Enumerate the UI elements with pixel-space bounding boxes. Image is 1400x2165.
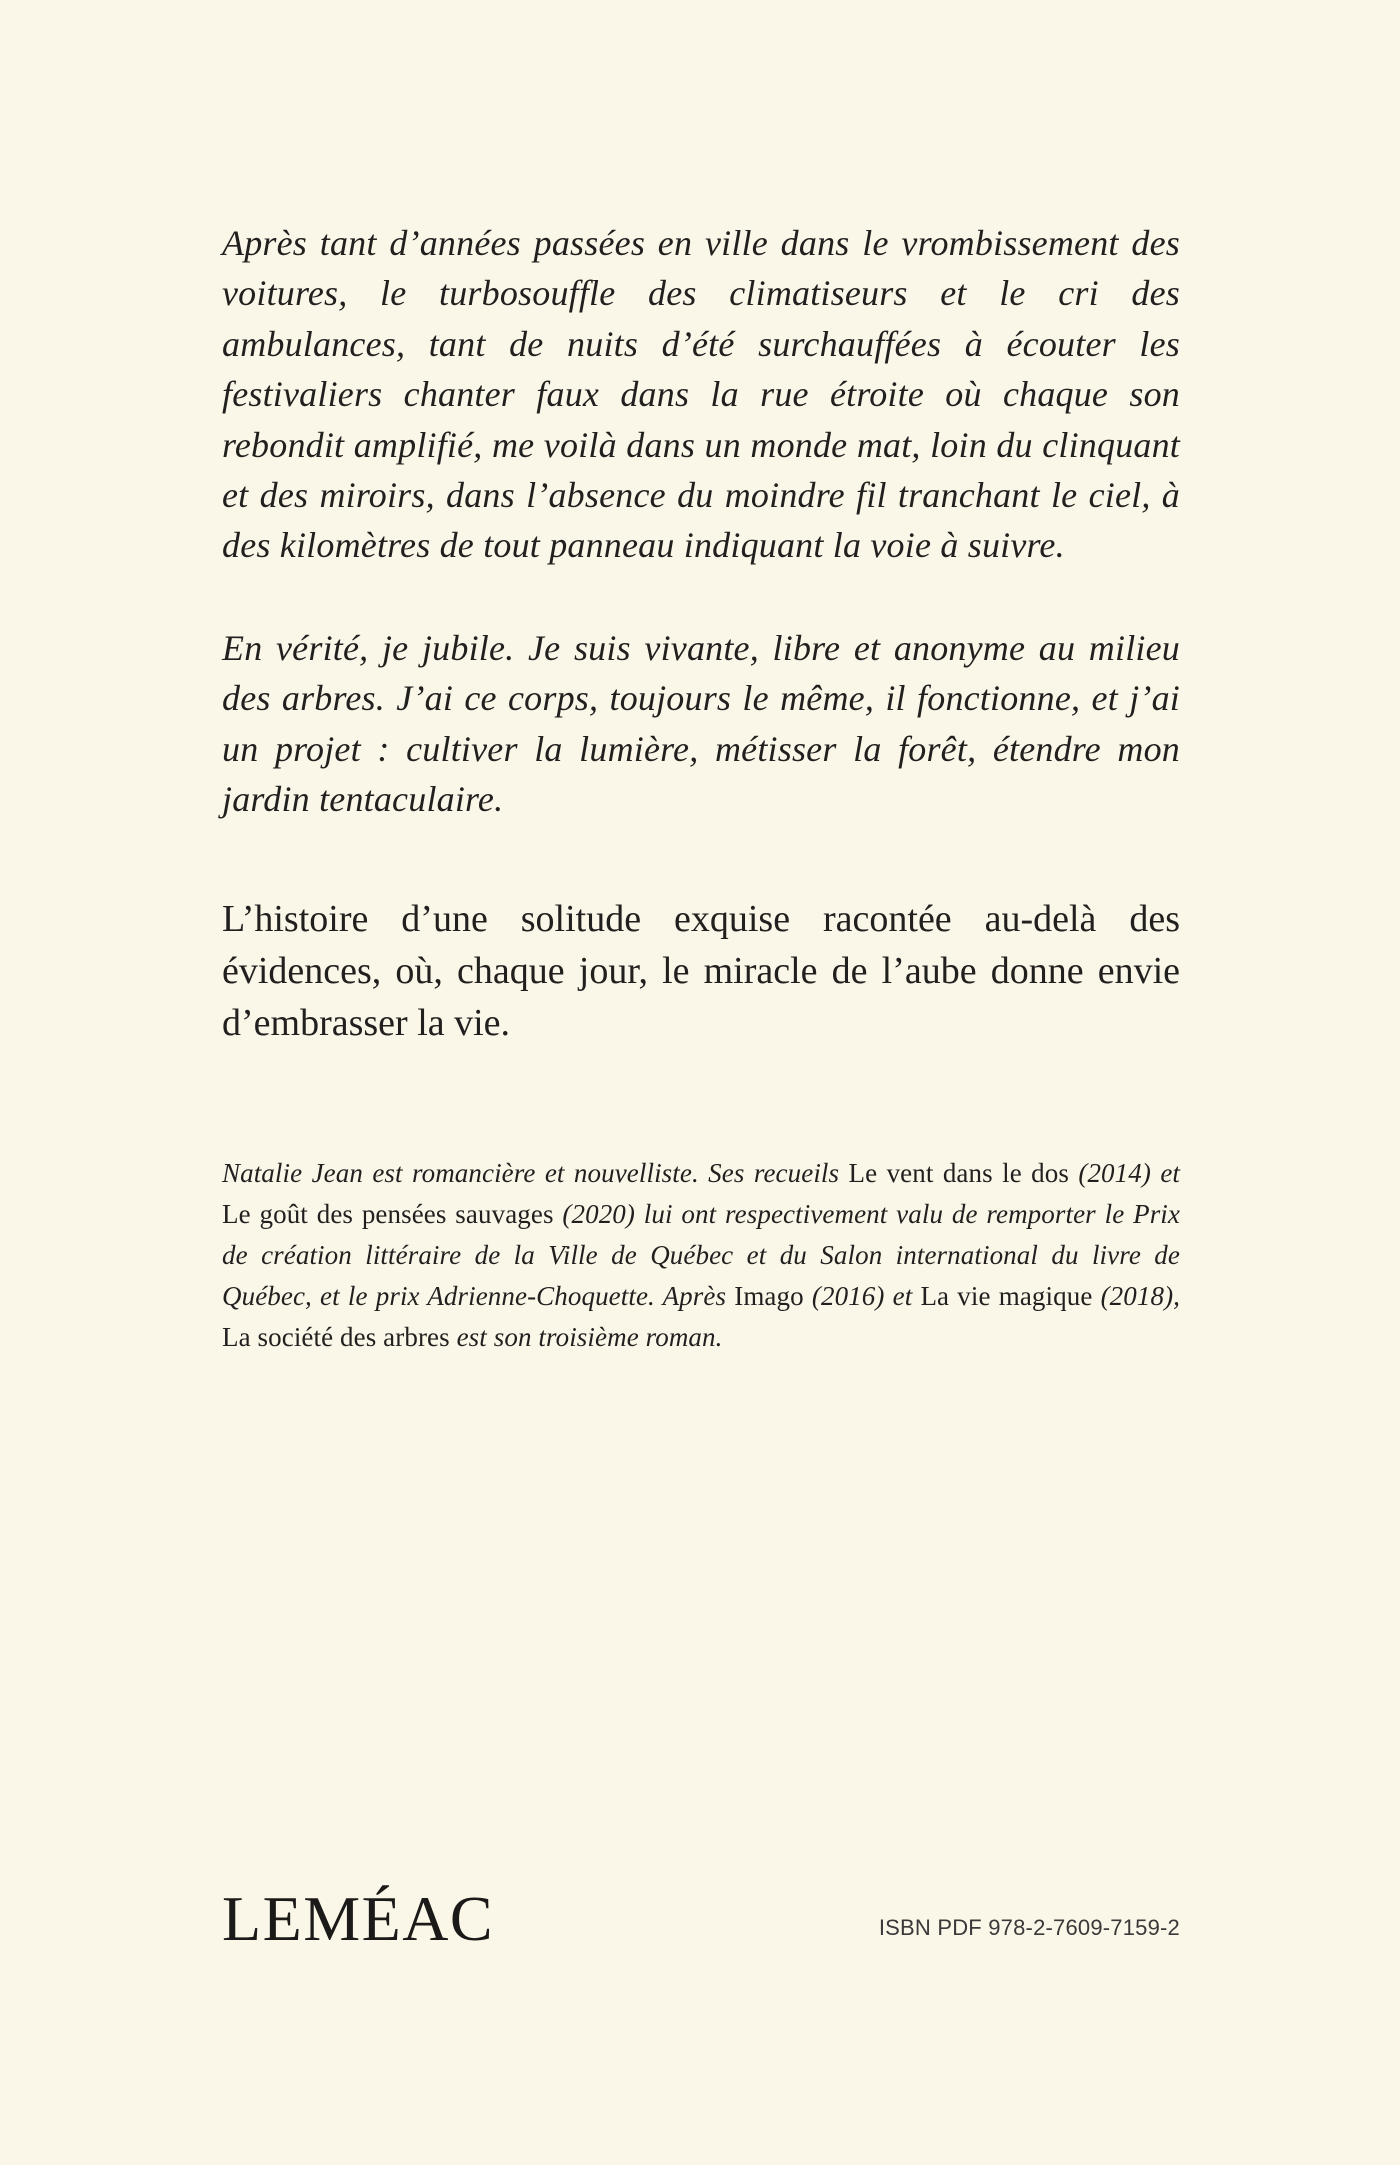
book-title: La vie magique (920, 1281, 1101, 1312)
bio-text: est son troisième roman. (456, 1322, 723, 1353)
bio-text: (2020) lui ont respectivement valu de remporter le Prix de création littéraire de la Ville de Québec et du Salon international du livre de Québec, et le prix Adrienne-Choquette. Après (222, 1199, 1180, 1312)
book-title: Le vent dans le dos (848, 1158, 1079, 1189)
bio-text: (2016) et (811, 1281, 921, 1312)
excerpt-paragraph-2: En vérité, je jubile. Je suis vivante, libre et anonyme au milieu des arbres. J’ai ce corps, toujours le même, il fonctionne, et j’ai un projet : cultiver la lumière, métisser la forêt, étendre mon jardin tentaculaire. (222, 627, 1180, 819)
footer-row (222, 1883, 1180, 1954)
book-title: La société des arbres (222, 1322, 457, 1353)
blurb-paragraph: L’histoire d’une solitude exquise racontée au-delà des évidences, où, chaque jour, le miracle de l’aube donne envie d’embrasser la vie. (222, 898, 1180, 1044)
isbn-label: ISBN PDF 978-2-7609-7159-2 (878, 1915, 1180, 1940)
excerpt-paragraph-1: Après tant d’années passées en ville dans le vrombissement des voitures, le turbosouffle des climatiseurs et le cri des ambulances, tant de nuits d’été surchauffées à écouter les festivaliers chanter faux dans la rue étroite où chaque son rebondit amplifié, me voilà dans un monde mat, loin du clinquant et des miroirs, dans l’absence du moindre fil tranchant le ciel, à des kilomètres de tout panneau indiquant la voie à suivre. (222, 223, 1180, 566)
book-title: Le goût des pensées sauvages (222, 1199, 563, 1230)
bio-text: (2014) et (1078, 1158, 1181, 1189)
book-title: Imago (734, 1281, 812, 1312)
bio-text: Natalie Jean est romancière et nouvelliste. Ses recueils (222, 1158, 849, 1189)
publisher-logo: LEMÉAC (222, 1883, 495, 1954)
text-block (222, 218, 1180, 1358)
author-bio (222, 1153, 1180, 1358)
bio-text: (2018), (1100, 1281, 1181, 1312)
